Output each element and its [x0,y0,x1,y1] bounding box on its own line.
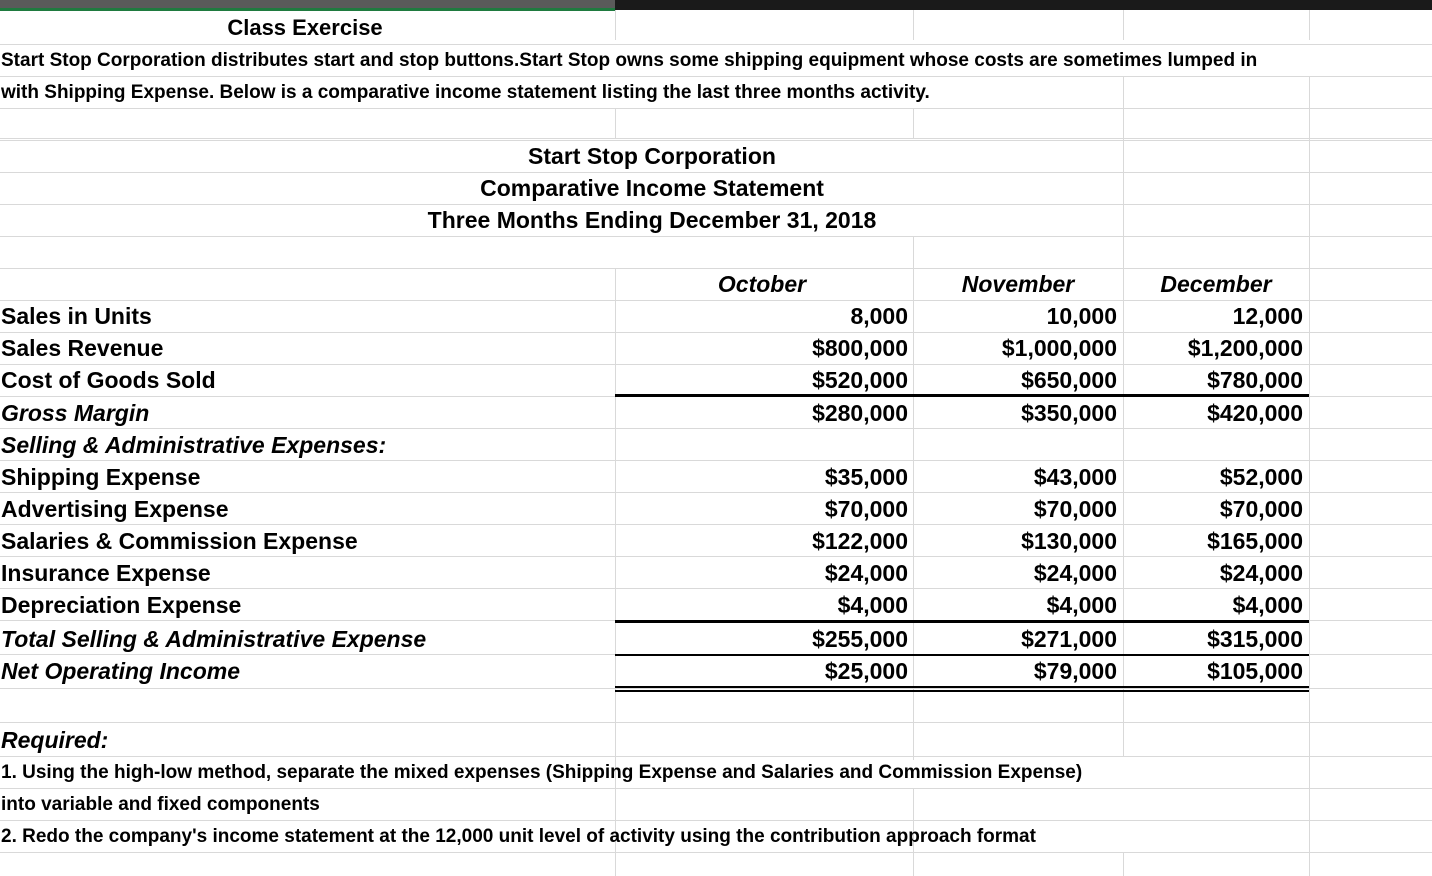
required-item-1-line-1: 1. Using the high-low method, separate the mixed expenses (Shipping Expense and Salaries and Commission Expense) [1,762,1083,783]
value-cell: $280,000 [812,400,908,426]
value-cell: $4,000 [1232,592,1303,618]
row-label: Insurance Expense [1,560,211,586]
double-underline-top [615,686,1309,688]
col-border-b [615,10,616,40]
row-label: Total Selling & Administrative Expense [1,626,427,652]
row-gridline [0,688,1432,689]
value-cell: $70,000 [1033,496,1117,522]
value-cell: $350,000 [1021,400,1117,426]
value-cell: 8,000 [850,303,908,329]
company-name: Start Stop Corporation [528,143,776,169]
statement-period: Three Months Ending December 31, 2018 [427,207,877,233]
value-cell: $122,000 [812,528,908,554]
column-header-october: October [717,271,807,297]
row-label: Selling & Administrative Expenses: [1,432,387,458]
statement-title: Comparative Income Statement [480,175,824,201]
value-cell: $315,000 [1207,626,1303,652]
required-item-2: 2. Redo the company's income statement at the 12,000 unit level of activity using the contribution approach format [1,826,1036,847]
value-cell: 10,000 [1046,303,1117,329]
top-header-bar-right [615,0,1432,10]
value-cell: $4,000 [1046,592,1117,618]
col-border-b [615,108,616,138]
row-label: Gross Margin [1,400,150,426]
row-label: Sales Revenue [1,335,164,361]
value-cell: $25,000 [824,658,908,684]
value-cell: $105,000 [1207,658,1303,684]
value-cell: $165,000 [1207,528,1303,554]
row-gridline [0,138,1432,139]
col-border-c [913,108,914,138]
value-cell: $43,000 [1033,464,1117,490]
value-cell: $271,000 [1021,626,1117,652]
col-border-e [1309,10,1310,40]
intro-line-2: with Shipping Expense. Below is a comparative income statement listing the last three months activity. [1,82,930,103]
row-label: Depreciation Expense [1,592,242,618]
value-cell: $800,000 [812,335,908,361]
value-cell: $650,000 [1021,367,1117,393]
intro-line-1: Start Stop Corporation distributes start and stop buttons.Start Stop owns some shipping equipment whose costs are sometimes lumped in [1,50,1258,71]
value-cell: $24,000 [824,560,908,586]
row-gridline [0,722,1432,723]
col-border-d [1123,852,1124,876]
row-label: Advertising Expense [1,496,229,522]
value-cell: $79,000 [1033,658,1117,684]
top-header-accent [0,8,615,11]
value-cell: $1,200,000 [1187,335,1303,361]
column-header-december: December [1160,271,1272,297]
value-cell: $24,000 [1033,560,1117,586]
column-header-november: November [961,271,1075,297]
row-label: Shipping Expense [1,464,201,490]
value-cell: $1,000,000 [1001,335,1117,361]
value-cell: $780,000 [1207,367,1303,393]
required-item-1-line-2: into variable and fixed components [1,794,320,815]
value-cell: $4,000 [837,592,908,618]
border-below-total-sa [615,654,1309,656]
row-label: Cost of Goods Sold [1,367,216,393]
row-gridline [0,236,1432,237]
border-below-cogs [615,394,1309,397]
row-label: Salaries & Commission Expense [1,528,358,554]
value-cell: $70,000 [1219,496,1303,522]
value-cell: $70,000 [824,496,908,522]
exercise-heading: Class Exercise [227,15,383,40]
row-label: Sales in Units [1,303,152,329]
value-cell: $130,000 [1021,528,1117,554]
value-cell: $520,000 [812,367,908,393]
required-heading: Required: [1,727,109,753]
value-cell: $52,000 [1219,464,1303,490]
value-cell: $35,000 [824,464,908,490]
value-cell: 12,000 [1232,303,1303,329]
border-below-depreciation [615,620,1309,623]
col-border-e [1309,76,1310,876]
col-border-d [1123,10,1124,40]
col-border-c [913,10,914,40]
double-underline-bottom [615,690,1309,692]
value-cell: $255,000 [812,626,908,652]
row-label: Net Operating Income [1,658,240,684]
value-cell: $420,000 [1207,400,1303,426]
value-cell: $24,000 [1219,560,1303,586]
